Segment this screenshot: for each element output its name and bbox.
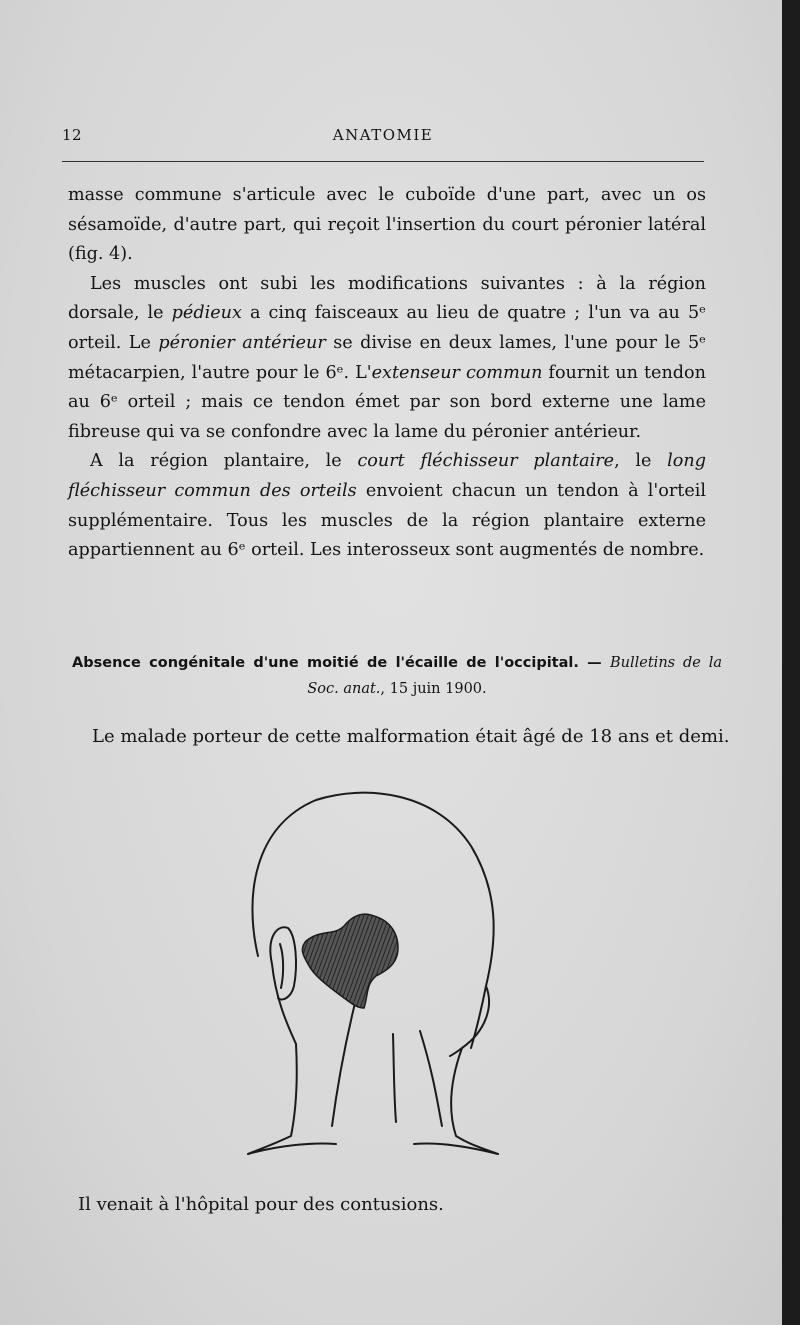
page-header xyxy=(62,126,704,152)
left-ear-inner xyxy=(280,944,283,988)
page-number: 12 xyxy=(62,126,83,144)
header-rule xyxy=(62,161,704,162)
paragraph-2 xyxy=(68,270,706,448)
paragraph-1: masse commune s'articule avec le cuboïde d'une part, avec un os sésamoïde, d'autre part, qui reçoit l'insertion du court péronier latéral (fig. 4). xyxy=(68,185,706,265)
lead-sentence: Le malade porteur de cette malformation était âgé de 18 ans et demi. xyxy=(92,726,730,747)
neck-right xyxy=(451,1048,498,1154)
running-title: ANATOMIE xyxy=(332,126,434,144)
text-run: , le xyxy=(614,451,668,472)
closing-sentence: Il venait à l'hôpital pour des contusions. xyxy=(78,1194,444,1215)
section-heading xyxy=(72,650,722,702)
muscle-line-right xyxy=(420,1031,442,1126)
italic-term: péronier antérieur xyxy=(158,332,326,353)
text-run: envoient chacun un tendon à l'orteil supplémentaire. Tous les muscles de la région plantaire externe appartiennent au 6ᵉ orteil. Les interosseux sont augmentés de nombre. xyxy=(68,480,706,561)
italic-term: court fléchisseur plantaire xyxy=(357,451,615,472)
paragraph-3 xyxy=(68,447,706,565)
citation-date: , 15 juin 1900. xyxy=(380,681,487,697)
body-text xyxy=(68,181,706,566)
text-run: a cinq faisceaux au lieu de quatre ; l'un va au 5ᵉ orteil. Le xyxy=(68,303,706,353)
text-run: Les muscles ont subi les modifications suivantes : à la région dorsale, le xyxy=(68,273,706,324)
bone-defect-area xyxy=(302,914,398,1008)
muscle-line-left xyxy=(332,991,358,1126)
text-run: fournit un tendon au 6ᵉ orteil ; mais ce tendon émet par son bord externe une lame fibreuse qui va se confondre avec la lame du péronier antérieur. xyxy=(68,362,706,442)
italic-term: long fléchisseur commun des orteils xyxy=(68,451,706,501)
head-illustration xyxy=(236,786,506,1166)
left-cheek xyxy=(272,964,296,1044)
midline xyxy=(393,1034,396,1122)
neck-left xyxy=(248,1044,297,1154)
citation-journal: Bulletins de la Soc. anat. xyxy=(307,655,722,697)
text-run: A la région plantaire, le xyxy=(90,451,358,472)
section-title: Absence congénitale d'une moitié de l'écaille de l'occipital. — xyxy=(72,655,610,671)
text-run: se divise en deux lames, l'une pour le 5ᵉ métacarpien, l'autre pour le 6ᵉ. L' xyxy=(68,332,706,383)
scan-edge xyxy=(782,0,800,1325)
italic-term: pédieux xyxy=(171,303,242,324)
italic-term: extenseur commun xyxy=(371,362,543,383)
